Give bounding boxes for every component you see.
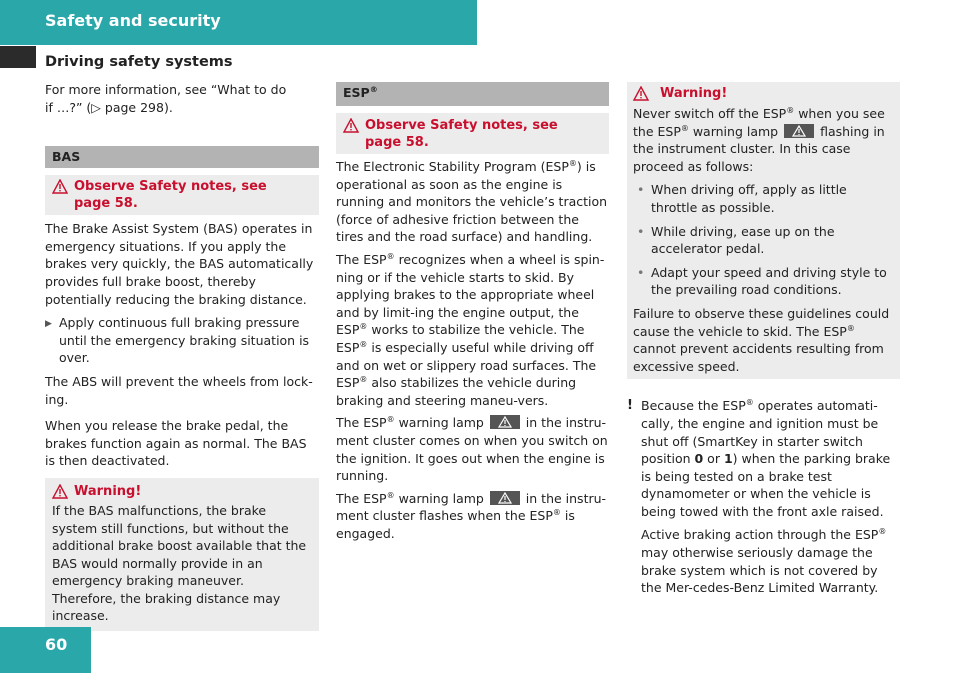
esp-warning-lamp-icon <box>490 491 520 505</box>
release-text: When you release the brake pedal, the brakes function again as normal. The BAS is then deactivated. <box>45 418 307 469</box>
esp-warning-lamp-icon <box>784 124 814 138</box>
observe-link[interactable]: Observe Safety notes, see page 58. <box>74 179 267 212</box>
section-title: Driving safety systems <box>45 54 233 70</box>
esp-paragraph-2: The ESP® recognizes when a wheel is spin-ning or if the vehicle starts to skid. By applying brakes to the appropriate wheel and by limit-ing the engine output, the ESP® works to stabilize the vehicle. The ESP® is especially useful while driving off and on wet or slippery road surfaces. The ESP® also stabilizes the vehicle during braking and steering maneu-vers. <box>336 251 605 408</box>
warning-text-1: Never switch off the ESP® when you see the ESP® warning lamp flashing in the instrument cluster. In this case proceed as follows: <box>633 105 885 174</box>
dot-bullet-icon: • <box>637 223 645 239</box>
warning-triangle-icon <box>633 86 660 101</box>
observe-note-box <box>336 113 609 154</box>
exclamation-icon: ! <box>627 398 633 414</box>
column-3 <box>627 82 900 603</box>
caution-text-1: Because the ESP® operates automati-cally, the engine and ignition must be shut off (SmartKey in starter switch position 0 or 1) when the parking brake is being tested on a brake test dynamometer or when the vehicle is being towed with the front axle raised. <box>641 398 891 519</box>
list-item: ▶ Apply continuous full braking pressure until the emergency braking situation is over. <box>45 315 310 366</box>
observe-link[interactable]: Observe Safety notes, see page 58. <box>365 118 558 150</box>
column-1 <box>45 81 319 631</box>
warning-triangle-icon <box>52 179 74 194</box>
list-item: • While driving, ease up on the accelerator pedal. <box>633 223 894 258</box>
esp-heading: ESP® <box>336 82 609 106</box>
column-2 <box>336 82 609 548</box>
bas-description: The Brake Assist System (BAS) operates in emergency situations. If you apply the brakes very quickly, the BAS automatically provides full brake boost, thereby potentially reducing the braking distance. <box>45 221 314 307</box>
warning-triangle-icon <box>343 118 365 133</box>
esp-paragraph-4: The ESP® warning lamp in the instru-ment cluster flashes when the ESP® is engaged. <box>336 490 607 541</box>
chapter-title: Safety and security <box>45 11 221 30</box>
esp-paragraph-3: The ESP® warning lamp in the instru-ment cluster comes on when you switch on the ignition. It goes out when the engine is running. <box>336 415 608 484</box>
side-marker <box>0 46 36 68</box>
bas-heading: BAS <box>45 146 319 168</box>
caution-text-2: Active braking action through the ESP® may otherwise seriously damage the brake system which is not covered by the Mer-cedes-Benz Limited Warranty. <box>641 527 887 596</box>
warning-text: If the BAS malfunctions, the brake system still functions, but without the additional brake boost available that the BAS would normally provide in an emergency braking maneuver. Therefore, the braking distance may increase. <box>52 502 307 624</box>
warning-text-2: Failure to observe these guidelines could cause the vehicle to skid. The ESP® cannot prevent accidents resulting from excessive speed. <box>633 305 890 374</box>
arrow-bullet-icon: ▶ <box>45 319 52 330</box>
chapter-header <box>0 0 477 45</box>
warning-label: Warning! <box>74 483 142 499</box>
dot-bullet-icon: • <box>637 264 645 280</box>
page-number: 60 <box>45 635 68 654</box>
caution-note <box>627 397 900 603</box>
warning-box <box>45 478 319 631</box>
observe-note-box <box>45 175 319 215</box>
list-item: • When driving off, apply as little throttle as possible. <box>633 181 894 216</box>
warning-label: Warning! <box>660 86 728 101</box>
list-item: • Adapt your speed and driving style to the prevailing road conditions. <box>633 264 894 299</box>
esp-warning-box <box>627 82 900 379</box>
dot-bullet-icon: • <box>637 182 645 198</box>
warning-triangle-icon <box>52 484 74 499</box>
intro-text: For more information, see “What to do if …?” (▷ page 298). <box>45 82 287 115</box>
esp-paragraph-1: The Electronic Stability Program (ESP®) is operational as soon as the engine is running and monitors the vehicle’s traction (force of adhesive friction between the tires and the road surface) and handling. <box>336 158 608 245</box>
bullet-sub-text: The ABS will prevent the wheels from lock-ing. <box>45 373 313 407</box>
page-number-box <box>0 627 91 673</box>
esp-warning-lamp-icon <box>490 415 520 429</box>
